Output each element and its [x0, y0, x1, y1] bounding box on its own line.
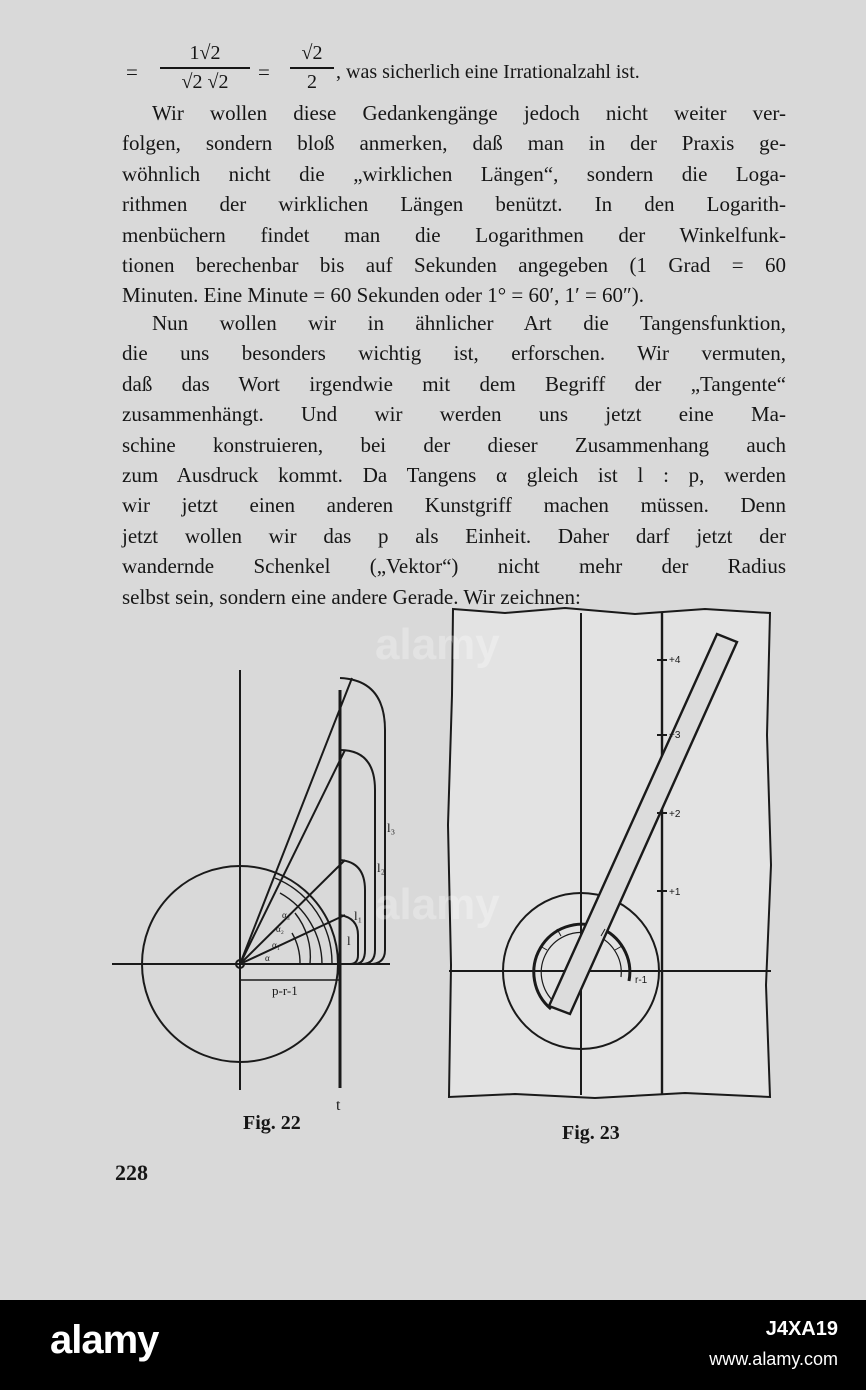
- label-alpha-1: α₁: [272, 940, 280, 950]
- paragraph-1-line: menbüchern findet man die Logarithmen der Winkelfunk-: [122, 222, 786, 247]
- ray-alpha-3: [240, 678, 352, 964]
- equation-tail-text: , was sicherlich eine Irrationalzahl ist.: [336, 61, 640, 83]
- paragraph-2-line: schine konstruieren, bei der dieser Zusammenhang auch: [122, 432, 786, 457]
- label-alpha-3: α₃: [282, 910, 290, 920]
- paragraph-1-line: wöhnlich nicht die „wirklichen Längen“, sondern die Loga-: [122, 161, 786, 186]
- paragraph-2-line: daß das Wort irgendwie mit dem Begriff der „Tangente“: [122, 371, 786, 396]
- figure-23-diagram: [445, 605, 775, 1100]
- paragraph-1-line: tionen berechenbar bis auf Sekunden angegeben (1 Grad = 60: [122, 253, 786, 278]
- alamy-logo: alamy: [50, 1318, 159, 1362]
- fraction-2-numerator: √2: [301, 42, 323, 64]
- radius-label: r-1: [635, 975, 648, 986]
- paragraph-2: [122, 308, 786, 612]
- paragraph-2-line: jetzt wollen wir das p als Einheit. Daher darf jetzt der: [122, 523, 786, 548]
- page-number: 228: [115, 1160, 148, 1185]
- paragraph-1-line: Minuten. Eine Minute = 60 Sekunden oder 1° = 60′, 1′ = 60″).: [122, 283, 645, 308]
- paragraph-2-line: zusammenhängt. Und wir werden uns jetzt eine Ma-: [122, 402, 786, 427]
- paragraph-2-line: die uns besonders wichtig ist, erforschen. Wir vermuten,: [122, 341, 786, 366]
- paragraph-2-line: wir jetzt einen anderen Kunstgriff machen müssen. Denn: [122, 493, 786, 518]
- watermark-text: alamy: [375, 620, 500, 669]
- ray-alpha-1: [240, 860, 345, 964]
- label-alpha-2: α₂: [276, 924, 284, 934]
- paragraph-1-line: Wir wollen diese Gedankengänge jedoch nicht weiter ver-: [152, 101, 786, 125]
- paragraph-2-line: selbst sein, sondern eine andere Gerade. Wir zeichnen:: [122, 584, 581, 609]
- figure-22-diagram: [100, 650, 400, 1110]
- fraction-2-denominator: 2: [307, 71, 317, 93]
- paper-sheet: [448, 608, 771, 1098]
- fraction-2: [290, 42, 334, 94]
- paragraph-2-line: zum Ausdruck kommt. Da Tangens α gleich ist l : p, werden: [122, 463, 786, 488]
- image-id: J4XA19: [765, 1318, 838, 1340]
- watermark-text: alamy: [375, 880, 500, 929]
- label-l: l: [347, 933, 351, 948]
- label-l3: l₃: [387, 820, 396, 835]
- ray-alpha-2: [240, 750, 345, 964]
- fraction-1-numerator: 1√2: [189, 42, 221, 64]
- angle-arc-alpha-1: [295, 913, 310, 964]
- fig-22-caption: Fig. 22: [243, 1112, 301, 1134]
- equals-sign-1: =: [126, 60, 138, 84]
- paragraph-1-line: rithmen der wirklichen Längen benützt. In den Logarith-: [122, 192, 786, 217]
- image-url: www.alamy.com: [709, 1349, 838, 1369]
- label-t: t: [336, 1097, 341, 1110]
- fraction-1-denominator: √2 √2: [181, 71, 229, 93]
- fraction-1: [160, 42, 250, 94]
- scale-label-plus-2: +2: [669, 809, 681, 820]
- label-alpha: α: [265, 953, 270, 963]
- label-p-r-1: p-r-1: [272, 983, 298, 998]
- image-id-block: [709, 1318, 838, 1370]
- scale-label-plus-1: +1: [669, 887, 681, 898]
- paragraph-1: [122, 98, 786, 311]
- paragraph-2-line: wandernde Schenkel („Vektor“) nicht mehr der Radius: [122, 554, 786, 579]
- scale-label-plus-4: +4: [669, 655, 681, 666]
- paragraph-1-line: folgen, sondern bloß anmerken, daß man in der Praxis ge-: [122, 131, 786, 156]
- label-l2: l₂: [377, 860, 386, 875]
- fig-23-caption: Fig. 23: [562, 1122, 620, 1144]
- equals-sign-2: =: [258, 60, 270, 84]
- paragraph-2-line: Nun wollen wir in ähnlicher Art die Tangensfunktion,: [152, 311, 786, 335]
- scale-label-plus-3: +3: [669, 730, 681, 741]
- label-l1: l₁: [354, 908, 363, 923]
